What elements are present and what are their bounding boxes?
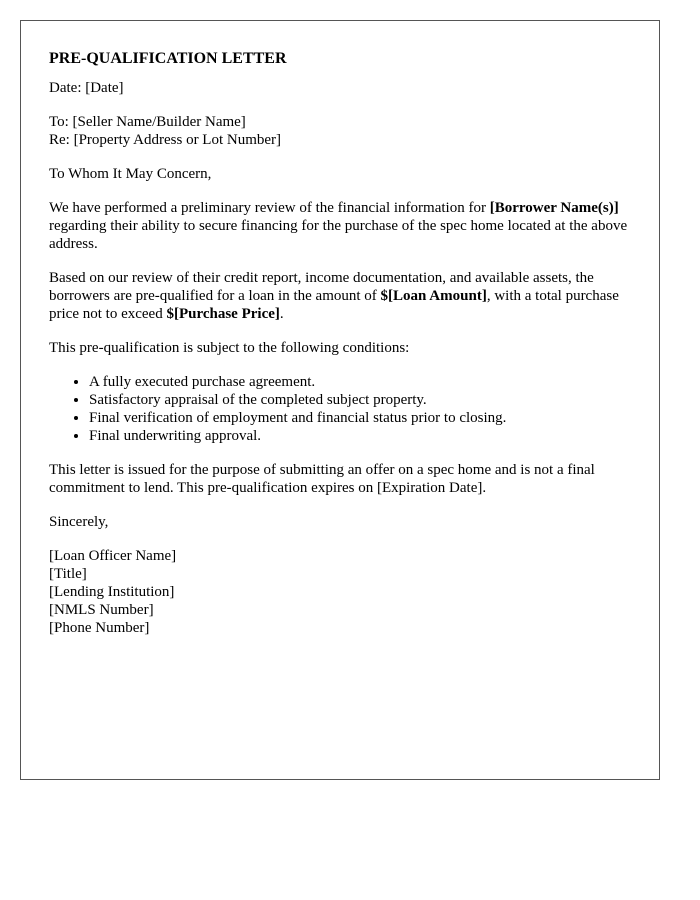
paragraph-qualification-middle: , with a total purchase price not to exceed: [49, 288, 619, 322]
signature-loan-officer: [Loan Officer Name]: [49, 548, 177, 564]
condition-item: • Satisfactory appraisal of the completed subject property.: [89, 391, 631, 409]
letter-paragraph-qualification: [49, 269, 631, 323]
letter-to-line: To: [Seller Name/Builder Name]: [49, 114, 246, 130]
borrower-name-placeholder: [Borrower Name(s)]: [489, 200, 619, 216]
conditions-list: [49, 373, 631, 445]
signature-phone: [Phone Number]: [49, 620, 150, 636]
condition-item: • A fully executed purchase agreement.: [89, 373, 631, 391]
signature-nmls: [NMLS Number]: [49, 602, 154, 618]
letter-salutation: To Whom It May Concern,: [49, 166, 212, 182]
letter-closing: Sincerely,: [49, 514, 109, 530]
paragraph-review-suffix: regarding their ability to secure financing for the purchase of the spec home located at the above address.: [49, 218, 628, 252]
signature-title: [Title]: [49, 566, 87, 582]
signature-block: [49, 547, 631, 637]
condition-item: • Final verification of employment and financial status prior to closing.: [89, 409, 631, 427]
signature-institution: [Lending Institution]: [49, 584, 175, 600]
paragraph-review-prefix: We have performed a preliminary review of the financial information for: [49, 200, 490, 216]
purchase-price-placeholder: $[Purchase Price]: [166, 306, 280, 322]
letter-title: PRE-QUALIFICATION LETTER: [49, 50, 287, 67]
letter-document: [20, 20, 660, 780]
letter-paragraph-review: [49, 199, 631, 253]
loan-amount-placeholder: $[Loan Amount]: [380, 288, 487, 304]
paragraph-qualification-prefix: Based on our review of their credit report, income documentation, and available assets, the borrowers are pre-qualified for a loan in the amount of: [49, 270, 594, 304]
condition-item: • Final underwriting approval.: [89, 427, 631, 445]
letter-address-block: [49, 113, 631, 149]
letter-paragraph-expiration: This letter is issued for the purpose of submitting an offer on a spec home and is not a final commitment to lend. This pre-qualification expires on [Expiration Date].: [49, 462, 595, 496]
conditions-intro: This pre-qualification is subject to the following conditions:: [49, 340, 410, 356]
letter-re-line: Re: [Property Address or Lot Number]: [49, 132, 282, 148]
letter-date: Date: [Date]: [49, 80, 124, 96]
paragraph-qualification-suffix: .: [279, 306, 284, 322]
